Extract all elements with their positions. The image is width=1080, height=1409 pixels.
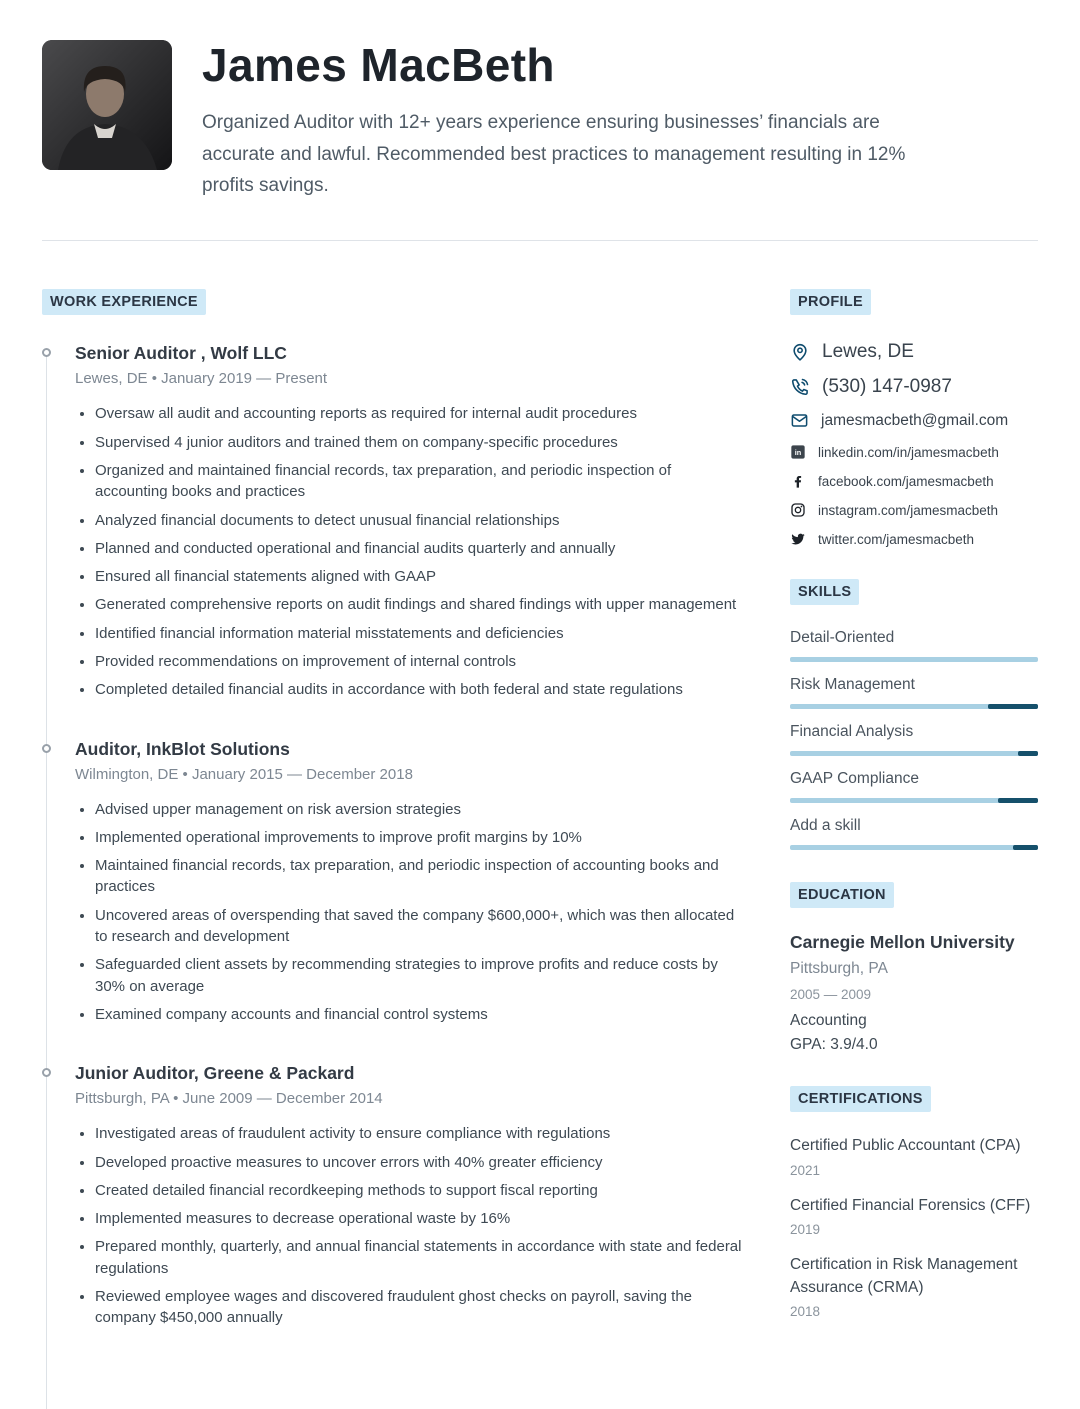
email-icon bbox=[790, 411, 809, 430]
section-label-education: EDUCATION bbox=[790, 882, 894, 908]
resume-sidebar bbox=[790, 289, 1038, 1366]
phone-icon bbox=[790, 377, 810, 397]
contact-row-linkedin[interactable] bbox=[790, 444, 1038, 460]
section-label-profile: PROFILE bbox=[790, 289, 871, 315]
skill-level-bar[interactable] bbox=[790, 798, 1038, 803]
certification-year: 2019 bbox=[790, 1221, 821, 1237]
contact-text: Lewes, DE bbox=[822, 341, 914, 363]
resume-body bbox=[42, 289, 1038, 1366]
bullet-item: • Implemented operational improvements to improve profit margins by 10% bbox=[95, 827, 742, 848]
school-location: Pittsburgh, PA bbox=[790, 960, 888, 978]
timeline-dot-icon bbox=[42, 1068, 51, 1077]
header-text bbox=[202, 40, 950, 202]
work-experience-section bbox=[42, 289, 742, 1366]
job-title: Auditor, InkBlot Solutions bbox=[75, 738, 290, 759]
job-list bbox=[42, 343, 742, 1328]
skill-item bbox=[790, 770, 1038, 803]
contact-text[interactable]: twitter.com/jamesmacbeth bbox=[818, 531, 975, 547]
bullet-item: • Advised upper management on risk aversion strategies bbox=[95, 799, 742, 820]
skill-level-handle bbox=[1013, 845, 1038, 850]
bullet-item: • Examined company accounts and financial control systems bbox=[95, 1004, 742, 1025]
bullet-item: • Reviewed employee wages and discovered fraudulent ghost checks on payroll, saving the company $450,000 annually bbox=[95, 1286, 742, 1329]
bullet-item: • Analyzed financial documents to detect unusual financial relationships bbox=[95, 510, 742, 531]
skill-name: Financial Analysis bbox=[790, 723, 914, 741]
skill-item bbox=[790, 629, 1038, 662]
job-entry bbox=[42, 343, 742, 700]
job-bullet-list bbox=[75, 799, 742, 1026]
bullet-item: • Safeguarded client assets by recommending strategies to improve profits and reduce costs by 30% on average bbox=[95, 954, 742, 997]
certification-item bbox=[790, 1194, 1038, 1237]
contact-row-instagram[interactable] bbox=[790, 502, 1038, 518]
bullet-item: • Supervised 4 junior auditors and trained them on company-specific procedures bbox=[95, 432, 742, 453]
job-meta: Wilmington, DE • January 2015 — December 2018 bbox=[75, 765, 413, 783]
timeline-dot-icon bbox=[42, 348, 51, 357]
bullet-item: • Organized and maintained financial records, tax preparation, and periodic inspection of accounting books and practices bbox=[95, 460, 742, 503]
bullet-item: • Prepared monthly, quarterly, and annual financial statements in accordance with state and federal regulations bbox=[95, 1236, 742, 1279]
skill-name: Risk Management bbox=[790, 676, 915, 694]
skill-level-bar[interactable] bbox=[790, 845, 1038, 850]
bullet-item: • Oversaw all audit and accounting reports as required for internal audit procedures bbox=[95, 403, 742, 424]
svg-text:in: in bbox=[794, 448, 802, 458]
linkedin-icon bbox=[790, 444, 806, 460]
certification-year: 2021 bbox=[790, 1162, 821, 1178]
skill-item bbox=[790, 676, 1038, 709]
bullet-item: • Generated comprehensive reports on audit findings and shared findings with upper management bbox=[95, 594, 742, 615]
education-section bbox=[790, 882, 1038, 1054]
resume-header bbox=[42, 40, 1038, 202]
contact-text: (530) 147-0987 bbox=[822, 376, 952, 398]
timeline-dot-icon bbox=[42, 744, 51, 753]
certification-item bbox=[790, 1253, 1038, 1320]
bullet-item: • Uncovered areas of overspending that saved the company $600,000+, which was then allocated to research and development bbox=[95, 905, 742, 948]
contact-row-twitter[interactable] bbox=[790, 531, 1038, 547]
location-icon bbox=[790, 342, 810, 362]
contact-row-facebook[interactable] bbox=[790, 473, 1038, 489]
job-entry bbox=[42, 1063, 742, 1328]
job-entry bbox=[42, 739, 742, 1026]
section-label-certifications: CERTIFICATIONS bbox=[790, 1086, 931, 1112]
bullet-item: • Provided recommendations on improvement of internal controls bbox=[95, 651, 742, 672]
bullet-item: • Completed detailed financial audits in accordance with both federal and state regulations bbox=[95, 679, 742, 700]
bullet-item: • Identified financial information material misstatements and deficiencies bbox=[95, 623, 742, 644]
contact-text[interactable]: linkedin.com/in/jamesmacbeth bbox=[818, 444, 999, 460]
skill-level-handle bbox=[988, 704, 1038, 709]
bullet-item: • Ensured all financial statements aligned with GAAP bbox=[95, 566, 742, 587]
job-bullet-list bbox=[75, 403, 742, 700]
summary-text: Organized Auditor with 12+ years experience ensuring businesses’ financials are accurate and lawful. Recommended best practices to management resulting in 12% profits savings. bbox=[202, 111, 906, 197]
contact-text[interactable]: instagram.com/jamesmacbeth bbox=[818, 502, 999, 518]
skill-level-handle bbox=[998, 798, 1038, 803]
profile-photo-image bbox=[42, 40, 172, 170]
section-label-skills: SKILLS bbox=[790, 579, 859, 605]
job-bullet-list bbox=[75, 1123, 742, 1328]
job-title: Senior Auditor , Wolf LLC bbox=[75, 343, 287, 364]
education-dates: 2005 — 2009 bbox=[790, 987, 872, 1003]
header-divider bbox=[42, 240, 1038, 241]
certification-name: Certified Public Accountant (CPA) bbox=[790, 1137, 1021, 1155]
contact-row-phone bbox=[790, 376, 1038, 398]
facebook-icon bbox=[790, 473, 806, 489]
school-name: Carnegie Mellon University bbox=[790, 932, 1015, 953]
profile-photo bbox=[42, 40, 172, 170]
bullet-item: • Planned and conducted operational and financial audits quarterly and annually bbox=[95, 538, 742, 559]
skill-name-add-placeholder[interactable]: Add a skill bbox=[790, 817, 861, 835]
job-meta: Pittsburgh, PA • June 2009 — December 2014 bbox=[75, 1090, 383, 1108]
skills-section bbox=[790, 579, 1038, 850]
skill-level-bar[interactable] bbox=[790, 704, 1038, 709]
skill-item bbox=[790, 817, 1038, 850]
skill-level-handle bbox=[1018, 751, 1038, 756]
bullet-item: • Implemented measures to decrease operational waste by 16% bbox=[95, 1208, 742, 1229]
education-gpa: GPA: 3.9/4.0 bbox=[790, 1036, 878, 1054]
bullet-item: • Created detailed financial recordkeeping methods to support fiscal reporting bbox=[95, 1180, 742, 1201]
certification-list bbox=[790, 1134, 1038, 1319]
contact-row-email[interactable] bbox=[790, 411, 1038, 430]
skill-name: Detail-Oriented bbox=[790, 629, 895, 647]
certification-name: Certification in Risk Management Assurance (CRMA) bbox=[790, 1255, 1018, 1297]
contact-text[interactable]: jamesmacbeth@gmail.com bbox=[821, 411, 1009, 429]
certification-year: 2018 bbox=[790, 1304, 821, 1320]
job-title: Junior Auditor, Greene & Packard bbox=[75, 1063, 355, 1084]
education-degree: Accounting bbox=[790, 1012, 867, 1030]
skill-item bbox=[790, 723, 1038, 756]
bullet-item: • Developed proactive measures to uncover errors with 40% greater efficiency bbox=[95, 1152, 742, 1173]
bullet-item: • Maintained financial records, tax preparation, and periodic inspection of accounting books and practices bbox=[95, 855, 742, 898]
certification-name: Certified Financial Forensics (CFF) bbox=[790, 1196, 1031, 1214]
skill-level-bar[interactable] bbox=[790, 751, 1038, 756]
twitter-icon bbox=[790, 531, 806, 547]
skill-level-bar[interactable] bbox=[790, 657, 1038, 662]
certification-item bbox=[790, 1134, 1038, 1177]
certifications-section bbox=[790, 1086, 1038, 1319]
contact-text[interactable]: facebook.com/jamesmacbeth bbox=[818, 473, 994, 489]
section-label-work-experience: WORK EXPERIENCE bbox=[42, 289, 206, 315]
contact-row-location bbox=[790, 341, 1038, 363]
job-meta: Lewes, DE • January 2019 — Present bbox=[75, 370, 328, 388]
bullet-item: • Investigated areas of fraudulent activity to ensure compliance with regulations bbox=[95, 1123, 742, 1144]
contact-list bbox=[790, 341, 1038, 547]
skill-list bbox=[790, 629, 1038, 850]
page-title: James MacBeth bbox=[202, 39, 555, 91]
instagram-icon bbox=[790, 502, 806, 518]
skill-name: GAAP Compliance bbox=[790, 770, 919, 788]
